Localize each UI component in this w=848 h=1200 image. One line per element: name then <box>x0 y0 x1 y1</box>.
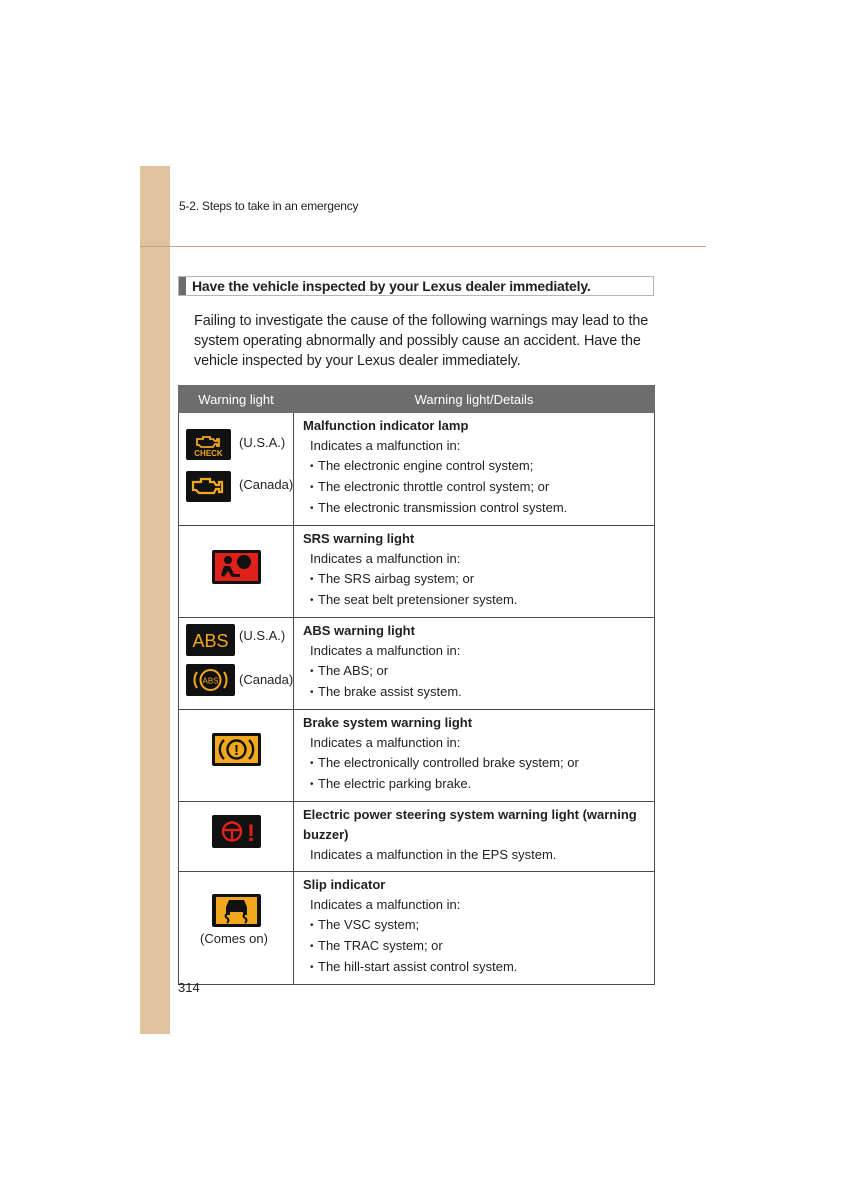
warning-title: Electric power steering system warning light (warning buzzer) <box>303 807 637 842</box>
warning-title: Brake system warning light <box>303 715 473 730</box>
bullet-item: • The brake assist system. <box>303 682 654 703</box>
details-cell <box>294 802 655 872</box>
bullet-item: • The TRAC system; or <box>303 936 654 957</box>
srs-airbag-icon <box>212 550 261 584</box>
page-number: 314 <box>178 980 200 995</box>
icon-label-usa: (U.S.A.) <box>239 435 286 450</box>
svg-text:!: ! <box>234 742 239 759</box>
bullet-item: • The electric parking brake. <box>303 774 654 795</box>
details-cell <box>294 872 655 985</box>
icon-cell <box>179 413 294 526</box>
bullet-item: • The ABS; or <box>303 661 654 682</box>
svg-text:CHECK: CHECK <box>194 449 223 458</box>
brake-warning-icon <box>212 733 261 766</box>
engine-icon <box>186 471 231 502</box>
icon-label-canada: (Canada) <box>239 477 294 492</box>
warning-title: Slip indicator <box>303 877 386 892</box>
warning-title: SRS warning light <box>303 531 415 546</box>
check-engine-icon <box>186 429 231 460</box>
icon-label-usa: (U.S.A.) <box>239 628 286 643</box>
header-divider <box>140 246 706 247</box>
page-side-bar <box>140 166 170 1034</box>
heading-marker <box>179 277 186 295</box>
table-row <box>179 710 655 802</box>
icon-cell <box>179 802 294 872</box>
steering-warning-icon <box>212 815 261 848</box>
table-header-row <box>179 386 655 413</box>
table-row <box>179 526 655 618</box>
svg-text:!: ! <box>247 820 255 847</box>
section-heading <box>178 276 654 296</box>
details-cell <box>294 710 655 802</box>
warning-description: Indicates a malfunction in: <box>310 735 461 750</box>
table-row <box>179 872 655 985</box>
details-cell <box>294 618 655 710</box>
bullet-item: • The seat belt pretensioner system. <box>303 590 654 611</box>
details-cell <box>294 526 655 618</box>
details-cell <box>294 413 655 526</box>
bullet-item: • The electronic engine control system; <box>303 456 654 477</box>
icon-cell <box>179 526 294 618</box>
bullet-item: • The SRS airbag system; or <box>303 569 654 590</box>
icon-label-comes-on: (Comes on) <box>200 931 268 946</box>
bullet-item: • The hill-start assist control system. <box>303 957 654 978</box>
warning-title: ABS warning light <box>303 623 415 638</box>
icon-label-canada: (Canada) <box>239 672 294 687</box>
warning-description: Indicates a malfunction in: <box>310 897 461 912</box>
bullet-item: • The VSC system; <box>303 915 654 936</box>
intro-paragraph: Failing to investigate the cause of the following warnings may lead to the system operating abnormally and possibly cause an accident. Have the vehicle inspected by your Lexus dealer immediately. <box>194 313 649 369</box>
warning-title: Malfunction indicator lamp <box>303 418 469 433</box>
warning-lights-table <box>178 385 655 985</box>
column-header-details: Warning light/Details <box>294 386 655 413</box>
warning-description: Indicates a malfunction in: <box>310 438 461 453</box>
svg-text:ABS: ABS <box>192 631 229 651</box>
icon-cell <box>179 710 294 802</box>
section-label: 5-2. Steps to take in an emergency <box>179 199 359 213</box>
icon-cell <box>179 872 294 985</box>
bullet-item: • The electronically controlled brake system; or <box>303 753 654 774</box>
heading-text: Have the vehicle inspected by your Lexus dealer immediately. <box>192 278 591 294</box>
table-row <box>179 802 655 872</box>
slip-indicator-icon <box>212 894 261 927</box>
warning-description: Indicates a malfunction in: <box>310 551 461 566</box>
table-row <box>179 413 655 526</box>
icon-cell <box>179 618 294 710</box>
warning-description: Indicates a malfunction in: <box>310 643 461 658</box>
table-row <box>179 618 655 710</box>
svg-text:ABS: ABS <box>202 676 219 686</box>
column-header-warning-light: Warning light <box>179 386 294 413</box>
abs-icon <box>186 624 235 656</box>
warning-description: Indicates a malfunction in the EPS system. <box>310 847 557 862</box>
abs-circle-icon <box>186 664 235 696</box>
bullet-item: • The electronic throttle control system; or <box>303 477 654 498</box>
bullet-item: • The electronic transmission control system. <box>303 498 654 519</box>
